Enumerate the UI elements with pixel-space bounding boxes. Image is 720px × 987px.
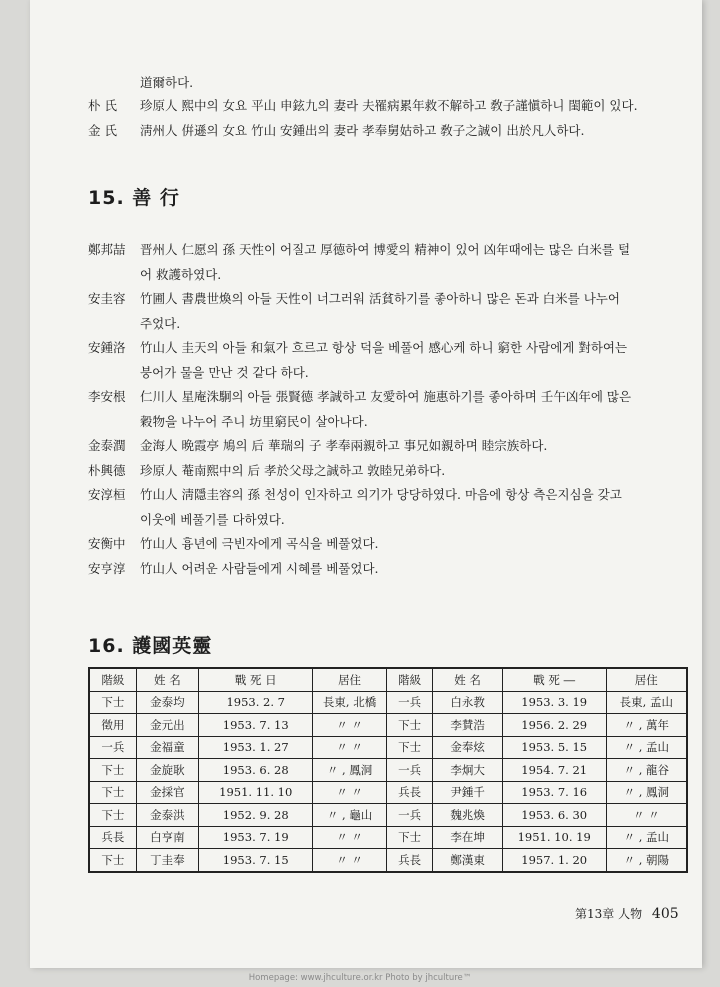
table-cell: 兵長 [386,849,433,872]
entry-name: 安淳桓 [88,487,126,502]
table-row [89,714,687,737]
entry-name: 李安根 [88,389,126,404]
entry-text-line: 竹山人 圭天의 아들 和氣가 흐르고 항상 덕을 베풀어 感心케 하니 窮한 사람에게 對하여는 [140,340,628,355]
entry-text-line: 竹山人 淸隱圭容의 孫 천성이 인자하고 의기가 당당하였다. 마음에 항상 측은지심을 갖고 [140,487,622,502]
table-cell: 〃 , 龜山 [313,804,386,827]
table-header-cell: 姓 名 [136,668,198,691]
table-header-cell: 居住 [606,668,687,691]
chapter-label: 第13章 人物 [575,907,643,921]
table-cell: 1953. 7. 15 [199,849,313,872]
entry-text-line: 晋州人 仁愿의 孫 天性이 어질고 厚德하여 博愛의 精神이 있어 凶年때에는 많은 白米를 털 [140,242,631,257]
table-cell: 〃 , 鳳洞 [606,781,687,804]
entry-text: 珍原人 熙中의 女요 平山 申鉉九의 妻라 夫罹病累年救不解하고 敎子謹愼하니 閨範이 있다. [140,98,638,113]
table-cell: 〃 〃 [313,714,386,737]
table-cell: 1953. 7. 13 [199,714,313,737]
table-cell: 1956. 2. 29 [502,714,606,737]
table-cell: 金泰均 [136,691,198,714]
entry-text: 淸州人 倂遜의 女요 竹山 安鍾出의 妻라 孝奉舅姑하고 敎子之誠이 出於凡人하다. [140,123,585,138]
table-cell: 下士 [386,736,433,759]
entry-name: 安亨淳 [88,560,126,576]
table-row [89,759,687,782]
table-cell: 1954. 7. 21 [502,759,606,782]
table-cell: 一兵 [386,804,433,827]
war-dead-table [88,667,688,873]
section-16-title: 16. 護國英靈 [88,635,213,657]
table-cell: 〃 〃 [606,804,687,827]
table-cell: 〃 , 孟山 [606,826,687,849]
table-row [89,804,687,827]
table-cell: 〃 , 龍谷 [606,759,687,782]
table-cell: 1953. 3. 19 [502,691,606,714]
entry-text-line: 어 救護하였다. [140,266,222,282]
table-cell: 長東, 孟山 [606,691,687,714]
table-cell: 1951. 10. 19 [502,826,606,849]
table-cell: 尹鍾千 [433,781,502,804]
table-header-cell: 戰 死 ― [502,668,606,691]
table-header-cell: 戰 死 日 [199,668,313,691]
table-cell: 〃 , 孟山 [606,736,687,759]
table-cell: 〃 〃 [313,849,386,872]
table-row [89,849,687,872]
table-cell: 一兵 [386,759,433,782]
table-cell: 李炯大 [433,759,502,782]
table-cell: 白永教 [433,691,502,714]
table-cell: 李在坤 [433,826,502,849]
table-cell: 1953. 2. 7 [199,691,313,714]
table-cell: 1952. 9. 28 [199,804,313,827]
table-cell: 下士 [89,804,136,827]
table-cell: 金採官 [136,781,198,804]
entry-text-line: 金海人 晩霞亭 鳩의 后 華瑞의 子 孝奉兩親하고 事兄如親하며 睦宗族하다. [140,438,548,453]
entry-name: 朴 氏 [88,98,117,113]
table-body [89,691,687,872]
table-row [89,826,687,849]
table-cell: 金奉炫 [433,736,502,759]
entry-text-line: 竹山人 흉년에 극빈자에게 곡식을 베풀었다. [140,536,379,551]
table-cell: 下士 [89,849,136,872]
entry-name: 鄭邦喆 [88,242,126,257]
photo-credit: Homepage: www.jhculture.or.kr Photo by jhculture™ [248,973,472,983]
entry-text-line: 竹圃人 書農世煥의 아들 天性이 너그러워 活貧하기를 좋아하니 많은 돈과 白米를 나누어 [140,291,620,306]
table-cell: 〃 〃 [313,736,386,759]
table-cell: 魏兆煥 [433,804,502,827]
table-row [89,736,687,759]
table-cell: 〃 〃 [313,781,386,804]
entry-name: 安鍾洛 [88,340,126,355]
table-header-cell: 居住 [313,668,386,691]
table-cell: 丁圭奉 [136,849,198,872]
table-cell: 李賛浩 [433,714,502,737]
table-cell: 1953. 7. 16 [502,781,606,804]
continuation-text: 道爾하다. [140,75,194,90]
table-cell: 1951. 11. 10 [199,781,313,804]
table-row [89,781,687,804]
table-cell: 下士 [89,691,136,714]
table-cell: 〃 , 萬年 [606,714,687,737]
table-cell: 金旋耿 [136,759,198,782]
table-cell: 一兵 [386,691,433,714]
table-cell: 徵用 [89,714,136,737]
section-15-title: 15. 善 行 [88,187,180,209]
table-cell: 〃 , 朝陽 [606,849,687,872]
table-header-row [89,668,687,691]
table-cell: 兵長 [89,826,136,849]
table-cell: 兵長 [386,781,433,804]
table-cell: 白亨南 [136,826,198,849]
book-page [30,0,702,968]
entry-name: 金泰潤 [88,438,126,453]
entry-text-line: 붕어가 물을 만난 것 같다 하다. [140,364,309,380]
entry-name: 金 氏 [88,123,117,138]
table-cell: 〃 , 鳳洞 [313,759,386,782]
table-cell: 下士 [386,714,433,737]
table-cell: 下士 [386,826,433,849]
table-cell: 1953. 6. 30 [502,804,606,827]
table-cell: 1953. 5. 15 [502,736,606,759]
table-header-cell: 階級 [89,668,136,691]
entry-name: 安圭容 [88,291,126,306]
entry-text-line: 주었다. [140,315,181,331]
table-cell: 金泰洪 [136,804,198,827]
table-cell: 下士 [89,759,136,782]
table-cell: 金福童 [136,736,198,759]
entry-name: 朴興德 [88,462,126,478]
entry-text-line: 珍原人 菴南熙中의 后 孝於父母之誠하고 敦睦兄弟하다. [140,462,446,478]
table-cell: 1953. 1. 27 [199,736,313,759]
table-cell: 〃 〃 [313,826,386,849]
table-header-cell: 階級 [386,668,433,691]
table-cell: 長東, 北橋 [313,691,386,714]
table-cell: 下士 [89,781,136,804]
entry-text-line: 穀物을 나누어 주니 坊里窮民이 살아나다. [140,413,368,429]
entry-text-line: 竹山人 어려운 사람들에게 시혜를 베풀었다. [140,560,379,576]
table-cell: 金元出 [136,714,198,737]
table-header-cell: 姓 名 [433,668,502,691]
entry-name: 安衡中 [88,536,126,551]
table-cell: 1953. 6. 28 [199,759,313,782]
page-number: 405 [651,906,679,922]
table-cell: 1957. 1. 20 [502,849,606,872]
page-footer [575,905,679,922]
table-cell: 鄭漢東 [433,849,502,872]
entry-text-line: 仁川人 星庵洙駉의 아들 張賢德 孝誠하고 友愛하여 施惠하기를 좋아하며 壬午凶年에 많은 [140,389,632,404]
table-cell: 1953. 7. 19 [199,826,313,849]
table-cell: 一兵 [89,736,136,759]
table-row [89,691,687,714]
entry-text-line: 이웃에 베풀기를 다하였다. [140,511,285,527]
